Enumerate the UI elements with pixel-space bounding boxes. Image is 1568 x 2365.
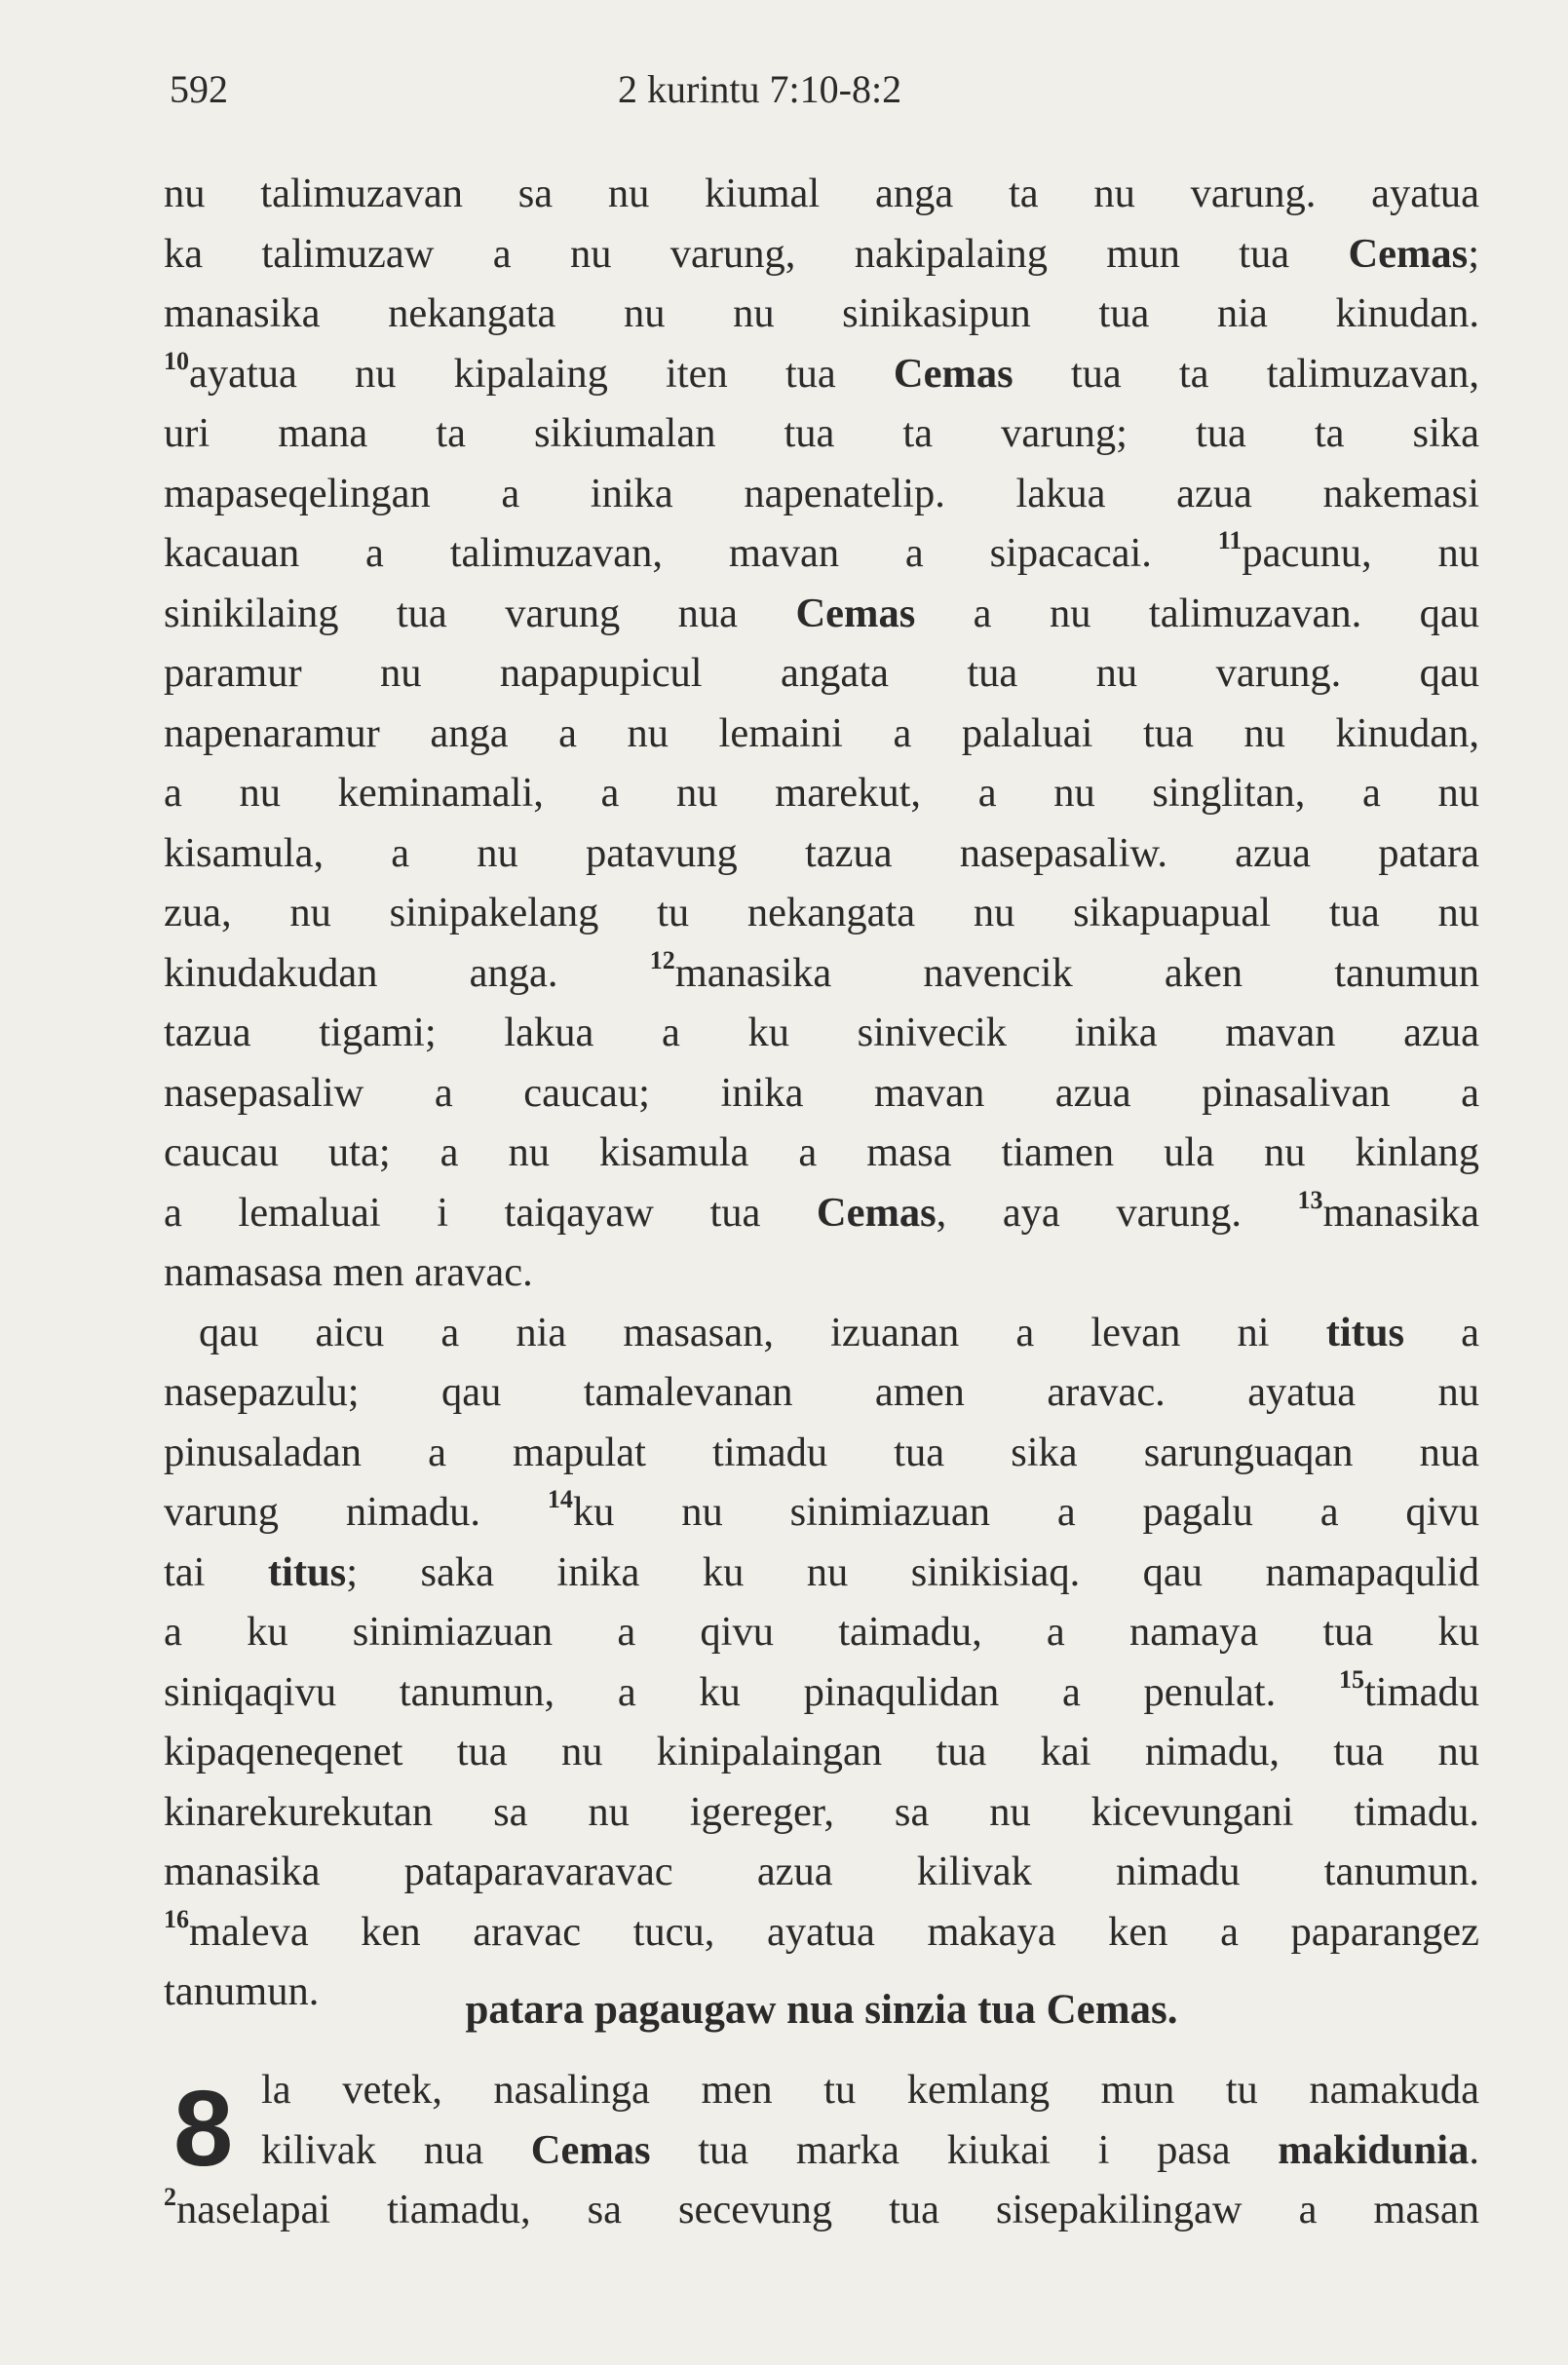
text-span: ka talimuzaw a nu varung, nakipalaing mun tua xyxy=(164,230,1349,277)
text-span: kinudakudan anga. xyxy=(164,949,650,996)
text-span: a ku sinimiazuan a qivu taimadu, a namaya tua ku xyxy=(164,1609,1479,1655)
text-line xyxy=(164,403,1479,464)
divine-name: Cemas xyxy=(1348,230,1469,277)
verse-number: 10 xyxy=(164,346,189,375)
text-line xyxy=(164,1662,1479,1723)
text-line xyxy=(164,164,1479,224)
divine-name: Cemas xyxy=(816,1189,937,1236)
text-span: ; saka inika ku nu sinikisiaq. qau namapaqulid xyxy=(346,1548,1479,1595)
text-span: tua ta talimuzavan, xyxy=(1013,350,1480,397)
verse-number: 11 xyxy=(1217,526,1243,554)
text-span: a lemaluai i taiqayaw tua xyxy=(164,1189,817,1236)
text-line xyxy=(164,2180,1479,2240)
verse-number: 12 xyxy=(649,945,675,974)
divine-name: Cemas xyxy=(530,2126,651,2173)
text-span: timadu xyxy=(1363,1668,1479,1715)
section-heading: patara pagaugaw nua sinzia tua Cemas. xyxy=(465,1987,1178,2033)
page-header xyxy=(170,66,1397,119)
emphasized-word: makidunia xyxy=(1278,2126,1470,2173)
verse-number: 16 xyxy=(164,1904,189,1933)
text-span: a nu keminamali, a nu marekut, a nu singlitan, a nu xyxy=(164,770,1479,816)
text-span: kipaqeneqenet tua nu kinipalaingan tua kai nimadu, tua nu xyxy=(164,1729,1479,1774)
text-line xyxy=(164,823,1479,884)
text-line xyxy=(164,883,1479,943)
text-line xyxy=(164,1423,1479,1483)
text-line xyxy=(164,1782,1479,1843)
divine-name: Cemas xyxy=(795,590,916,636)
verse-number: 15 xyxy=(1338,1664,1364,1694)
text-line xyxy=(164,1482,1479,1543)
text-span: uri mana ta sikiumalan tua ta varung; tua ta sika xyxy=(164,410,1479,456)
text-span: pacunu, nu xyxy=(1242,530,1479,576)
text-span: nu talimuzavan sa nu kiumal anga ta nu varung. ayatua xyxy=(164,171,1479,216)
text-span: manasika nekangata nu nu sinikasipun tua nia kinudan. xyxy=(164,290,1479,336)
text-span: paramur nu napapupicul angata tua nu varung. qau xyxy=(164,650,1479,696)
text-line xyxy=(164,1543,1479,1603)
text-span: sinikilaing tua varung nua xyxy=(164,590,796,636)
text-span: caucau uta; a nu kisamula a masa tiamen ula nu kinlang xyxy=(164,1129,1479,1175)
text-line xyxy=(164,1123,1479,1183)
text-line xyxy=(164,584,1479,644)
text-span: varung nimadu. xyxy=(164,1489,548,1535)
text-span: namasasa men aravac. xyxy=(164,1249,533,1295)
text-span: zua, nu sinipakelang tu nekangata nu sikapuapual tua nu xyxy=(164,890,1479,935)
scripture-text xyxy=(164,164,1479,2022)
page-number: 592 xyxy=(170,67,228,111)
text-span: nasepazulu; qau tamalevanan amen aravac. ayatua nu xyxy=(164,1369,1479,1415)
text-span: manasika xyxy=(1322,1189,1479,1236)
text-line xyxy=(164,943,1479,1004)
text-line xyxy=(164,1303,1479,1363)
text-line xyxy=(164,1842,1479,1902)
text-span: a nu talimuzavan. qau xyxy=(915,590,1479,636)
verse-number: 13 xyxy=(1297,1185,1323,1214)
text-span: qau aicu a nia masasan, izuanan a levan ni xyxy=(199,1309,1326,1355)
text-span: tua marka kiukai i pasa xyxy=(650,2126,1279,2173)
text-span: maleva ken aravac tucu, ayatua makaya ken a paparangez xyxy=(189,1908,1479,1955)
text-span: ; xyxy=(1468,230,1479,277)
text-line xyxy=(164,523,1479,584)
text-line xyxy=(164,1602,1479,1662)
text-span: . xyxy=(1469,2126,1479,2173)
text-line xyxy=(261,2120,1479,2181)
text-span: kisamula, a nu patavung tazua nasepasaliw. azua patara xyxy=(164,829,1479,876)
text-line xyxy=(164,1722,1479,1782)
text-line xyxy=(164,464,1479,524)
verse-number: 14 xyxy=(547,1485,573,1513)
text-line xyxy=(164,344,1479,404)
text-line xyxy=(164,1003,1479,1063)
text-line xyxy=(164,1362,1479,1423)
text-span: ayatua nu kipalaing iten tua xyxy=(189,350,894,397)
running-head: 2 kurintu 7:10-8:2 xyxy=(618,67,902,111)
text-span: ku nu sinimiazuan a pagalu a qivu xyxy=(572,1489,1479,1535)
text-span: nasepasaliw a caucau; inika mavan azua pinasalivan a xyxy=(164,1069,1479,1116)
text-line xyxy=(164,284,1479,344)
text-span: kinarekurekutan sa nu igereger, sa nu kicevungani timadu. xyxy=(164,1788,1479,1835)
text-line xyxy=(261,2060,1479,2120)
text-span: kilivak nua xyxy=(261,2126,531,2173)
text-line xyxy=(164,763,1479,823)
text-span: , aya varung. xyxy=(936,1189,1298,1236)
text-span: manasika pataparavaravac azua kilivak nimadu tanumun. xyxy=(164,1849,1479,1894)
text-span: la vetek, nasalinga men tu kemlang mun tu namakuda xyxy=(261,2067,1479,2113)
text-line xyxy=(164,1063,1479,1124)
text-span: pinusaladan a mapulat timadu tua sika sarunguaqan nua xyxy=(164,1429,1479,1475)
text-span: a xyxy=(1404,1309,1479,1355)
text-line xyxy=(164,1242,1479,1303)
person-name: titus xyxy=(1325,1309,1405,1355)
text-span: naselapai tiamadu, sa secevung tua sisepakilingaw a masan xyxy=(176,2187,1479,2232)
text-line xyxy=(164,224,1479,285)
text-line xyxy=(164,1902,1479,1963)
text-line xyxy=(164,643,1479,704)
text-line xyxy=(164,1183,1479,1243)
text-span: tai xyxy=(164,1548,268,1595)
chapter-block xyxy=(164,2060,1479,2240)
text-span: manasika navencik aken tanumun xyxy=(674,949,1479,996)
chapter-number: 8 xyxy=(173,2069,234,2189)
text-span: siniqaqivu tanumun, a ku pinaqulidan a penulat. xyxy=(164,1668,1339,1715)
text-span: kacauan a talimuzavan, mavan a sipacacai. xyxy=(164,530,1218,576)
divine-name: Cemas xyxy=(893,350,1013,397)
text-span: napenaramur anga a nu lemaini a palaluai tua nu kinudan, xyxy=(164,709,1479,756)
text-span: tazua tigami; lakua a ku sinivecik inika mavan azua xyxy=(164,1010,1479,1055)
text-line xyxy=(164,704,1479,764)
person-name: titus xyxy=(267,1548,347,1595)
verse-number: 2 xyxy=(164,2183,176,2211)
text-span: tanumun. xyxy=(164,1968,320,2014)
text-span: mapaseqelingan a inika napenatelip. lakua azua nakemasi xyxy=(164,470,1479,516)
